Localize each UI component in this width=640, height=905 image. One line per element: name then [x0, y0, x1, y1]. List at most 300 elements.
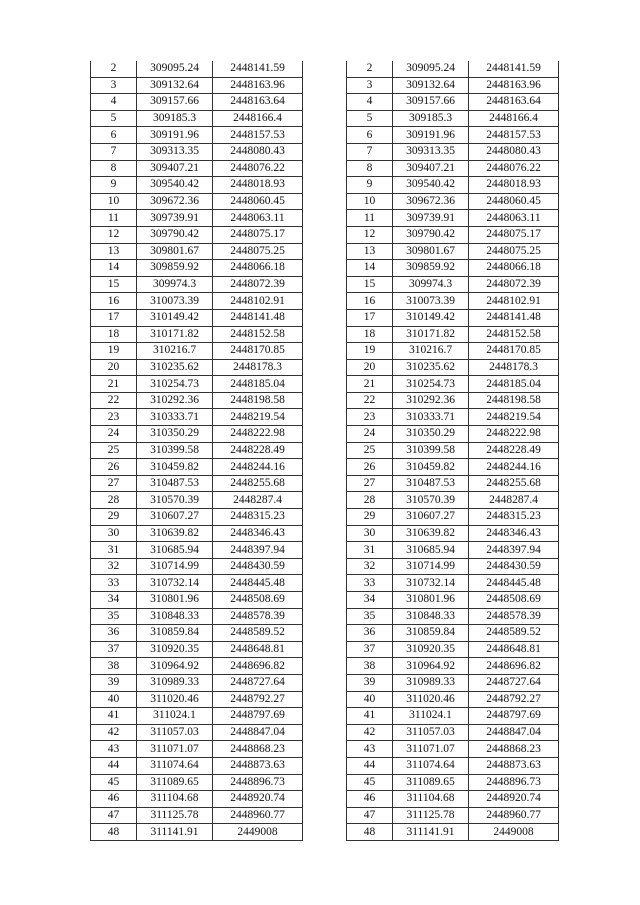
- table-row: [91, 392, 303, 409]
- table-row: [347, 791, 559, 808]
- point-number-cell: 9: [91, 177, 137, 194]
- table-row: [91, 791, 303, 808]
- table-row: [91, 509, 303, 526]
- point-number-cell: 26: [91, 459, 137, 476]
- table-row: [91, 741, 303, 758]
- y-coordinate-cell: 2448797.69: [213, 708, 303, 725]
- x-coordinate-cell: 310292.36: [393, 392, 469, 409]
- x-coordinate-cell: 311074.64: [137, 757, 213, 774]
- y-coordinate-cell: 2448727.64: [469, 674, 559, 691]
- y-coordinate-cell: 2448445.48: [469, 575, 559, 592]
- y-coordinate-cell: 2448141.48: [469, 309, 559, 326]
- table-row: [91, 774, 303, 791]
- y-coordinate-cell: 2448287.4: [469, 492, 559, 509]
- point-number-cell: 7: [347, 143, 393, 160]
- x-coordinate-cell: 309185.3: [137, 110, 213, 127]
- point-number-cell: 21: [347, 376, 393, 393]
- table-row: [347, 210, 559, 227]
- x-coordinate-cell: 311071.07: [393, 741, 469, 758]
- y-coordinate-cell: 2449008: [469, 824, 559, 841]
- y-coordinate-cell: 2448315.23: [469, 509, 559, 526]
- x-coordinate-cell: 310149.42: [137, 309, 213, 326]
- x-coordinate-cell: 311024.1: [137, 708, 213, 725]
- x-coordinate-cell: 310801.96: [137, 592, 213, 609]
- x-coordinate-cell: 310073.39: [393, 293, 469, 310]
- point-number-cell: 39: [91, 674, 137, 691]
- x-coordinate-cell: 310732.14: [137, 575, 213, 592]
- table-row: [91, 293, 303, 310]
- y-coordinate-cell: 2448397.94: [213, 542, 303, 559]
- y-coordinate-cell: 2448696.82: [213, 658, 303, 675]
- y-coordinate-cell: 2448228.49: [213, 442, 303, 459]
- coordinate-table-right: [346, 61, 559, 841]
- point-number-cell: 3: [347, 77, 393, 94]
- point-number-cell: 41: [347, 708, 393, 725]
- table-row: [91, 359, 303, 376]
- y-coordinate-cell: 2448696.82: [469, 658, 559, 675]
- y-coordinate-cell: 2448868.23: [213, 741, 303, 758]
- point-number-cell: 38: [91, 658, 137, 675]
- point-number-cell: 30: [91, 525, 137, 542]
- x-coordinate-cell: 309407.21: [393, 160, 469, 177]
- coordinate-table-right-body: [347, 61, 559, 840]
- point-number-cell: 11: [91, 210, 137, 227]
- y-coordinate-cell: 2448018.93: [213, 177, 303, 194]
- y-coordinate-cell: 2448060.45: [469, 193, 559, 210]
- x-coordinate-cell: 309191.96: [393, 127, 469, 144]
- point-number-cell: 13: [347, 243, 393, 260]
- x-coordinate-cell: 309313.35: [393, 143, 469, 160]
- table-row: [91, 326, 303, 343]
- table-row: [91, 343, 303, 360]
- y-coordinate-cell: 2448219.54: [213, 409, 303, 426]
- x-coordinate-cell: 310989.33: [137, 674, 213, 691]
- point-number-cell: 2: [91, 61, 137, 77]
- x-coordinate-cell: 310235.62: [393, 359, 469, 376]
- y-coordinate-cell: 2448075.17: [213, 226, 303, 243]
- y-coordinate-cell: 2448797.69: [469, 708, 559, 725]
- table-row: [347, 61, 559, 77]
- x-coordinate-cell: 310570.39: [137, 492, 213, 509]
- point-number-cell: 32: [91, 558, 137, 575]
- y-coordinate-cell: 2449008: [213, 824, 303, 841]
- table-row: [91, 61, 303, 77]
- point-number-cell: 43: [347, 741, 393, 758]
- table-row: [91, 459, 303, 476]
- point-number-cell: 28: [91, 492, 137, 509]
- x-coordinate-cell: 309859.92: [137, 260, 213, 277]
- point-number-cell: 46: [91, 791, 137, 808]
- point-number-cell: 24: [91, 426, 137, 443]
- x-coordinate-cell: 310964.92: [393, 658, 469, 675]
- x-coordinate-cell: 310848.33: [137, 608, 213, 625]
- x-coordinate-cell: 309132.64: [137, 77, 213, 94]
- y-coordinate-cell: 2448430.59: [213, 558, 303, 575]
- point-number-cell: 37: [91, 641, 137, 658]
- table-row: [347, 525, 559, 542]
- point-number-cell: 17: [91, 309, 137, 326]
- point-number-cell: 26: [347, 459, 393, 476]
- y-coordinate-cell: 2448066.18: [469, 260, 559, 277]
- y-coordinate-cell: 2448198.58: [213, 392, 303, 409]
- table-row: [91, 525, 303, 542]
- point-number-cell: 17: [347, 309, 393, 326]
- point-number-cell: 35: [91, 608, 137, 625]
- x-coordinate-cell: 310487.53: [137, 475, 213, 492]
- y-coordinate-cell: 2448792.27: [213, 691, 303, 708]
- table-row: [91, 276, 303, 293]
- table-row: [91, 658, 303, 675]
- point-number-cell: 41: [91, 708, 137, 725]
- table-row: [91, 442, 303, 459]
- point-number-cell: 11: [347, 210, 393, 227]
- y-coordinate-cell: 2448075.25: [469, 243, 559, 260]
- table-row: [91, 575, 303, 592]
- x-coordinate-cell: 311024.1: [393, 708, 469, 725]
- table-row: [347, 94, 559, 111]
- x-coordinate-cell: 309672.36: [393, 193, 469, 210]
- table-row: [347, 658, 559, 675]
- x-coordinate-cell: 310639.82: [393, 525, 469, 542]
- point-number-cell: 28: [347, 492, 393, 509]
- y-coordinate-cell: 2448163.64: [213, 94, 303, 111]
- y-coordinate-cell: 2448589.52: [469, 625, 559, 642]
- y-coordinate-cell: 2448648.81: [213, 641, 303, 658]
- point-number-cell: 44: [91, 757, 137, 774]
- x-coordinate-cell: 311141.91: [137, 824, 213, 841]
- y-coordinate-cell: 2448163.96: [213, 77, 303, 94]
- point-number-cell: 45: [347, 774, 393, 791]
- x-coordinate-cell: 310685.94: [393, 542, 469, 559]
- table-row: [347, 160, 559, 177]
- point-number-cell: 21: [91, 376, 137, 393]
- point-number-cell: 2: [347, 61, 393, 77]
- y-coordinate-cell: 2448163.96: [469, 77, 559, 94]
- y-coordinate-cell: 2448896.73: [469, 774, 559, 791]
- point-number-cell: 31: [91, 542, 137, 559]
- table-row: [91, 193, 303, 210]
- x-coordinate-cell: 310399.58: [393, 442, 469, 459]
- y-coordinate-cell: 2448346.43: [213, 525, 303, 542]
- y-coordinate-cell: 2448287.4: [213, 492, 303, 509]
- table-row: [347, 509, 559, 526]
- point-number-cell: 25: [347, 442, 393, 459]
- y-coordinate-cell: 2448445.48: [213, 575, 303, 592]
- x-coordinate-cell: 309185.3: [393, 110, 469, 127]
- y-coordinate-cell: 2448157.53: [213, 127, 303, 144]
- x-coordinate-cell: 310254.73: [137, 376, 213, 393]
- point-number-cell: 27: [347, 475, 393, 492]
- x-coordinate-cell: 311125.78: [393, 807, 469, 824]
- table-row: [347, 77, 559, 94]
- coordinate-table-left-body: [91, 61, 303, 840]
- x-coordinate-cell: 310859.84: [137, 625, 213, 642]
- x-coordinate-cell: 309790.42: [137, 226, 213, 243]
- x-coordinate-cell: 311089.65: [137, 774, 213, 791]
- y-coordinate-cell: 2448072.39: [469, 276, 559, 293]
- point-number-cell: 37: [347, 641, 393, 658]
- x-coordinate-cell: 309407.21: [137, 160, 213, 177]
- table-row: [347, 376, 559, 393]
- point-number-cell: 15: [91, 276, 137, 293]
- point-number-cell: 19: [91, 343, 137, 360]
- table-row: [347, 592, 559, 609]
- point-number-cell: 5: [91, 110, 137, 127]
- table-row: [347, 724, 559, 741]
- point-number-cell: 31: [347, 542, 393, 559]
- table-row: [91, 127, 303, 144]
- x-coordinate-cell: 309801.67: [393, 243, 469, 260]
- x-coordinate-cell: 311020.46: [393, 691, 469, 708]
- y-coordinate-cell: 2448430.59: [469, 558, 559, 575]
- y-coordinate-cell: 2448102.91: [469, 293, 559, 310]
- point-number-cell: 4: [91, 94, 137, 111]
- table-row: [347, 475, 559, 492]
- x-coordinate-cell: 309790.42: [393, 226, 469, 243]
- y-coordinate-cell: 2448080.43: [213, 143, 303, 160]
- x-coordinate-cell: 310073.39: [137, 293, 213, 310]
- y-coordinate-cell: 2448847.04: [469, 724, 559, 741]
- y-coordinate-cell: 2448163.64: [469, 94, 559, 111]
- table-row: [347, 757, 559, 774]
- table-row: [91, 824, 303, 841]
- point-number-cell: 10: [347, 193, 393, 210]
- y-coordinate-cell: 2448063.11: [469, 210, 559, 227]
- table-row: [347, 824, 559, 841]
- x-coordinate-cell: 309157.66: [137, 94, 213, 111]
- table-row: [347, 741, 559, 758]
- y-coordinate-cell: 2448178.3: [213, 359, 303, 376]
- table-row: [91, 426, 303, 443]
- point-number-cell: 33: [347, 575, 393, 592]
- point-number-cell: 47: [347, 807, 393, 824]
- point-number-cell: 14: [91, 260, 137, 277]
- point-number-cell: 29: [91, 509, 137, 526]
- point-number-cell: 34: [91, 592, 137, 609]
- point-number-cell: 8: [91, 160, 137, 177]
- point-number-cell: 23: [91, 409, 137, 426]
- point-number-cell: 40: [91, 691, 137, 708]
- table-row: [347, 326, 559, 343]
- point-number-cell: 18: [91, 326, 137, 343]
- y-coordinate-cell: 2448185.04: [213, 376, 303, 393]
- x-coordinate-cell: 310920.35: [137, 641, 213, 658]
- point-number-cell: 6: [347, 127, 393, 144]
- y-coordinate-cell: 2448178.3: [469, 359, 559, 376]
- table-row: [347, 409, 559, 426]
- x-coordinate-cell: 310859.84: [393, 625, 469, 642]
- x-coordinate-cell: 311071.07: [137, 741, 213, 758]
- table-row: [347, 674, 559, 691]
- y-coordinate-cell: 2448166.4: [213, 110, 303, 127]
- x-coordinate-cell: 310350.29: [393, 426, 469, 443]
- point-number-cell: 36: [91, 625, 137, 642]
- table-row: [347, 392, 559, 409]
- table-row: [347, 459, 559, 476]
- table-row: [91, 160, 303, 177]
- table-row: [347, 492, 559, 509]
- table-row: [347, 143, 559, 160]
- table-row: [91, 724, 303, 741]
- y-coordinate-cell: 2448244.16: [213, 459, 303, 476]
- table-row: [91, 94, 303, 111]
- x-coordinate-cell: 310685.94: [137, 542, 213, 559]
- x-coordinate-cell: 310459.82: [393, 459, 469, 476]
- x-coordinate-cell: 311057.03: [393, 724, 469, 741]
- y-coordinate-cell: 2448960.77: [469, 807, 559, 824]
- point-number-cell: 34: [347, 592, 393, 609]
- y-coordinate-cell: 2448315.23: [213, 509, 303, 526]
- x-coordinate-cell: 310216.7: [393, 343, 469, 360]
- y-coordinate-cell: 2448060.45: [213, 193, 303, 210]
- table-row: [91, 708, 303, 725]
- point-number-cell: 40: [347, 691, 393, 708]
- point-number-cell: 36: [347, 625, 393, 642]
- table-row: [91, 558, 303, 575]
- y-coordinate-cell: 2448075.25: [213, 243, 303, 260]
- y-coordinate-cell: 2448228.49: [469, 442, 559, 459]
- x-coordinate-cell: 310149.42: [393, 309, 469, 326]
- point-number-cell: 14: [347, 260, 393, 277]
- x-coordinate-cell: 309157.66: [393, 94, 469, 111]
- table-row: [347, 558, 559, 575]
- table-row: [347, 442, 559, 459]
- x-coordinate-cell: 310216.7: [137, 343, 213, 360]
- x-coordinate-cell: 310487.53: [393, 475, 469, 492]
- y-coordinate-cell: 2448896.73: [213, 774, 303, 791]
- y-coordinate-cell: 2448255.68: [469, 475, 559, 492]
- point-number-cell: 44: [347, 757, 393, 774]
- table-row: [347, 625, 559, 642]
- point-number-cell: 42: [91, 724, 137, 741]
- y-coordinate-cell: 2448508.69: [213, 592, 303, 609]
- x-coordinate-cell: 310848.33: [393, 608, 469, 625]
- point-number-cell: 46: [347, 791, 393, 808]
- y-coordinate-cell: 2448244.16: [469, 459, 559, 476]
- x-coordinate-cell: 310171.82: [393, 326, 469, 343]
- table-row: [91, 542, 303, 559]
- x-coordinate-cell: 311141.91: [393, 824, 469, 841]
- table-row: [91, 409, 303, 426]
- point-number-cell: 43: [91, 741, 137, 758]
- x-coordinate-cell: 309859.92: [393, 260, 469, 277]
- x-coordinate-cell: 309739.91: [393, 210, 469, 227]
- point-number-cell: 7: [91, 143, 137, 160]
- point-number-cell: 20: [91, 359, 137, 376]
- y-coordinate-cell: 2448222.98: [213, 426, 303, 443]
- table-row: [347, 309, 559, 326]
- y-coordinate-cell: 2448076.22: [213, 160, 303, 177]
- table-row: [91, 243, 303, 260]
- point-number-cell: 42: [347, 724, 393, 741]
- point-number-cell: 33: [91, 575, 137, 592]
- table-row: [347, 359, 559, 376]
- table-row: [347, 542, 559, 559]
- y-coordinate-cell: 2448222.98: [469, 426, 559, 443]
- y-coordinate-cell: 2448063.11: [213, 210, 303, 227]
- table-row: [91, 757, 303, 774]
- x-coordinate-cell: 311020.46: [137, 691, 213, 708]
- point-number-cell: 35: [347, 608, 393, 625]
- table-row: [347, 226, 559, 243]
- table-row: [347, 343, 559, 360]
- point-number-cell: 4: [347, 94, 393, 111]
- x-coordinate-cell: 309672.36: [137, 193, 213, 210]
- point-number-cell: 18: [347, 326, 393, 343]
- point-number-cell: 22: [91, 392, 137, 409]
- point-number-cell: 19: [347, 343, 393, 360]
- x-coordinate-cell: 310292.36: [137, 392, 213, 409]
- point-number-cell: 30: [347, 525, 393, 542]
- y-coordinate-cell: 2448346.43: [469, 525, 559, 542]
- table-row: [347, 807, 559, 824]
- y-coordinate-cell: 2448727.64: [213, 674, 303, 691]
- x-coordinate-cell: 311074.64: [393, 757, 469, 774]
- point-number-cell: 16: [91, 293, 137, 310]
- point-number-cell: 12: [91, 226, 137, 243]
- table-row: [91, 641, 303, 658]
- y-coordinate-cell: 2448920.74: [469, 791, 559, 808]
- coordinate-table-left: [90, 61, 303, 841]
- y-coordinate-cell: 2448185.04: [469, 376, 559, 393]
- y-coordinate-cell: 2448198.58: [469, 392, 559, 409]
- x-coordinate-cell: 310459.82: [137, 459, 213, 476]
- x-coordinate-cell: 310607.27: [393, 509, 469, 526]
- y-coordinate-cell: 2448873.63: [213, 757, 303, 774]
- y-coordinate-cell: 2448072.39: [213, 276, 303, 293]
- x-coordinate-cell: 309313.35: [137, 143, 213, 160]
- y-coordinate-cell: 2448170.85: [469, 343, 559, 360]
- point-number-cell: 24: [347, 426, 393, 443]
- x-coordinate-cell: 309095.24: [137, 61, 213, 77]
- table-row: [347, 193, 559, 210]
- x-coordinate-cell: 310732.14: [393, 575, 469, 592]
- table-row: [347, 774, 559, 791]
- point-number-cell: 20: [347, 359, 393, 376]
- x-coordinate-cell: 309801.67: [137, 243, 213, 260]
- point-number-cell: 5: [347, 110, 393, 127]
- point-number-cell: 8: [347, 160, 393, 177]
- y-coordinate-cell: 2448141.59: [469, 61, 559, 77]
- y-coordinate-cell: 2448219.54: [469, 409, 559, 426]
- x-coordinate-cell: 311104.68: [137, 791, 213, 808]
- y-coordinate-cell: 2448648.81: [469, 641, 559, 658]
- y-coordinate-cell: 2448157.53: [469, 127, 559, 144]
- point-number-cell: 47: [91, 807, 137, 824]
- y-coordinate-cell: 2448170.85: [213, 343, 303, 360]
- point-number-cell: 29: [347, 509, 393, 526]
- table-row: [347, 177, 559, 194]
- y-coordinate-cell: 2448141.59: [213, 61, 303, 77]
- x-coordinate-cell: 310607.27: [137, 509, 213, 526]
- table-row: [91, 110, 303, 127]
- table-row: [91, 674, 303, 691]
- point-number-cell: 6: [91, 127, 137, 144]
- table-row: [91, 492, 303, 509]
- x-coordinate-cell: 310639.82: [137, 525, 213, 542]
- y-coordinate-cell: 2448960.77: [213, 807, 303, 824]
- x-coordinate-cell: 310171.82: [137, 326, 213, 343]
- y-coordinate-cell: 2448141.48: [213, 309, 303, 326]
- point-number-cell: 27: [91, 475, 137, 492]
- y-coordinate-cell: 2448847.04: [213, 724, 303, 741]
- y-coordinate-cell: 2448102.91: [213, 293, 303, 310]
- y-coordinate-cell: 2448578.39: [469, 608, 559, 625]
- table-row: [91, 608, 303, 625]
- table-row: [347, 575, 559, 592]
- y-coordinate-cell: 2448868.23: [469, 741, 559, 758]
- table-row: [91, 376, 303, 393]
